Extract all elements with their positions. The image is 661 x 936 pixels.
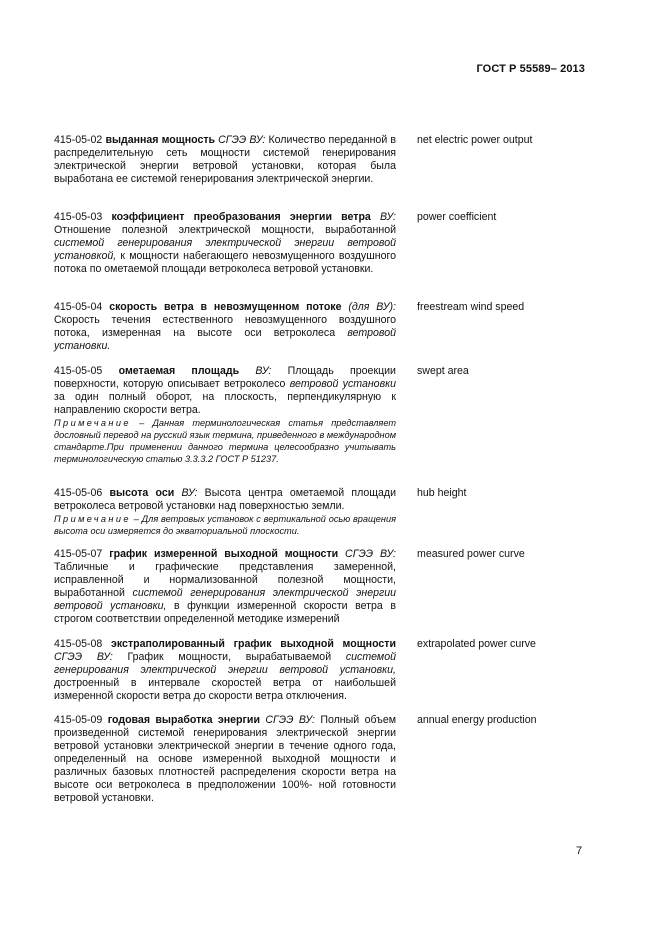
definition-italic-text: системой генерирования электрической энергии ветровой установки, (54, 651, 396, 676)
term-code: 415-05-07 (54, 548, 103, 560)
note-text: – Данная терминологическая статья представляет дословный перевод на русский язык термина, приведенного в международном стандарте.При применении данного термина целесообразно учитывать терминологическую статью 3.3.3.2 ГОСТ Р 51237. (54, 418, 396, 464)
term-name: коэффициент преобразования энергии ветра (111, 211, 371, 223)
definition-text-continued: достроенный в интервале скоростей ветра от наибольшей измеренной скорости ветра до скорости ветра отключения. (54, 677, 396, 702)
definition-text: Полный объем произведенной системой генерирования электрической энергии ветровой установки электрической энергии в течение одного года, определенный на основе измеренной выходной мощности и различных базовых плотностей распределения скорости ветра на высоте оси ветроколеса в предположении 100%- ной готовности ветровой установки. (54, 714, 396, 804)
note-text: – Для ветровых установок с вертикальной осью вращения высота оси измеряется до экваториальной плоскости. (54, 514, 396, 536)
definition-text: Скорость течения естественного невозмущенного воздушного потока, измеренная на высоте оси ветроколеса (54, 314, 396, 339)
definition-italic-text: ветровой установки (289, 378, 396, 390)
english-equivalent: extrapolated power curve (417, 638, 536, 650)
term-name: годовая выработка энергии (107, 714, 260, 726)
term-definition (54, 365, 396, 465)
definition-italic-text: системой генерирования электрической энергии ветровой установкой, (54, 237, 396, 262)
term-definition (54, 638, 396, 703)
definition-text-continued: к мощности набегающего невозмущенного воздушного потока по ометаемой площади ветроколеса ветровой установки. (54, 250, 396, 275)
term-name: экстраполированный график выходной мощности (111, 638, 396, 650)
term-code: 415-05-05 (54, 365, 103, 377)
term-code: 415-05-02 (54, 134, 103, 146)
definition-italic-text: ветровой установки. (54, 327, 396, 352)
english-equivalent: measured power curve (417, 548, 525, 560)
term-name: ометаемая площадь (118, 365, 240, 377)
english-equivalent: net electric power output (417, 134, 533, 146)
term-code: 415-05-09 (54, 714, 103, 726)
term-abbreviation: ВУ: (181, 487, 198, 499)
definition-text: Высота центра ометаемой площади ветроколеса ветровой установки над поверхностью земли. (54, 487, 397, 512)
english-equivalent: annual energy production (417, 714, 537, 726)
term-abbreviation: СГЭЭ ВУ: (54, 651, 113, 663)
term-code: 415-05-06 (54, 487, 103, 499)
term-abbreviation: ВУ: (255, 365, 272, 377)
term-definition (54, 548, 396, 626)
term-abbreviation: СГЭЭ ВУ: (345, 548, 396, 560)
english-equivalent: hub height (417, 487, 467, 499)
term-code: 415-05-04 (54, 301, 103, 313)
note-label: Примечание (54, 514, 131, 524)
page-number: 7 (576, 845, 583, 857)
english-equivalent: power coefficient (417, 211, 497, 223)
term-abbreviation: (для ВУ): (348, 301, 396, 313)
english-equivalent: swept area (417, 365, 469, 377)
definition-text: График мощности, вырабатываемой (127, 651, 332, 663)
term-abbreviation: СГЭЭ ВУ: (265, 714, 315, 726)
term-abbreviation: ВУ: (380, 211, 396, 223)
definition-text: Табличные и графические представления замеренной, исправленной и нормализованной полезной мощности, выработанной (54, 561, 396, 599)
term-code: 415-05-03 (54, 211, 103, 223)
definition-text: Количество переданной в распределительную сеть мощности системой генерирования электрической энергии ветровой установки, которая была выработана ее системой генерирования электрической энергии. (54, 134, 396, 185)
term-name: высота оси (109, 487, 175, 499)
term-definition (54, 714, 396, 805)
term-abbreviation: СГЭЭ ВУ: (218, 134, 266, 146)
definition-text-continued: за один полный оборот, на плоскость, перпендикулярную к направлению скорости ветра. (54, 391, 396, 416)
term-definition (54, 134, 396, 186)
definition-italic-text: системой генерирования электрической энергии ветровой установки, (54, 587, 396, 612)
english-equivalent: freestream wind speed (417, 301, 525, 313)
term-note (54, 417, 396, 465)
definition-text: Площадь проекции поверхности, которую описывает ветроколесо (54, 365, 396, 390)
note-label: Примечание (54, 418, 131, 428)
term-name: график измеренной выходной мощности (109, 548, 339, 560)
term-name: скорость ветра в невозмущенном потоке (109, 301, 342, 313)
term-name: выданная мощность (105, 134, 216, 146)
term-definition (54, 487, 396, 537)
term-definition (54, 301, 396, 353)
document-header: ГОСТ Р 55589– 2013 (476, 63, 585, 75)
definition-text: Отношение полезной электрической мощности, выработанной (54, 224, 396, 236)
term-definition (54, 211, 396, 276)
definition-text-continued: в функции измеренной скорости ветра в строгом соответствии определенной методике измерений (54, 600, 396, 625)
term-code: 415-05-08 (54, 638, 103, 650)
term-note (54, 513, 396, 537)
